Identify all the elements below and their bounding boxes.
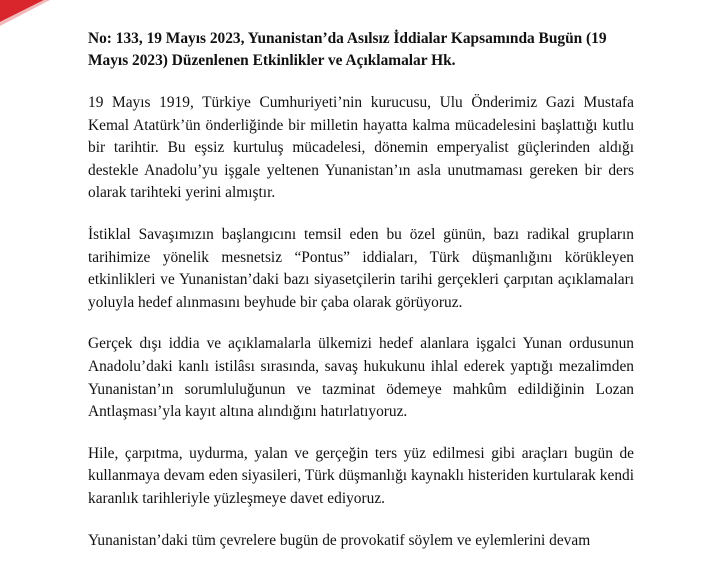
document-title: No: 133, 19 Mayıs 2023, Yunanistan’da Asılsız İddialar Kapsamında Bugün (19 Mayıs 2023) Düzenlenen Etkinlikler ve Açıklamalar Hk.: [88, 30, 607, 69]
paragraph-4: Hile, çarpıtma, uydurma, yalan ve gerçeğin ters yüz edilmesi gibi araçları bugün de kullanmaya devam eden siyasileri, Türk düşmanlığı kaynaklı histeriden kurtularak kendi karanlık tarihleriyle yüzleşmeye davet ediyoruz.: [88, 444, 634, 507]
paragraph-3: Gerçek dışı iddia ve açıklamalarla ülkemizi hedef alanlara işgalci Yunan ordusunun Anadolu’daki kanlı istilâsı sırasında, savaş hukukunu ihlal ederek yaptığı mezalimden Yunanistan’ın sorumluluğunun ve tazminat ödemeye mahkûm edildiğinin Lozan Antlaşması’yla kayıt altına alındığını hatırlatıyoruz.: [88, 335, 634, 421]
paragraph-1: 19 Mayıs 1919, Türkiye Cumhuriyeti’nin kurucusu, Ulu Önderimiz Gazi Mustafa Kemal Atatürk’ün önderliğinde bir milletin hayatta kalma mücadelesini başlattığı kutlu bir tarihtir. Bu eşsiz kurtuluş mücadelesi, dönemin emperyalist güçlerinden aldığı destekle Anadolu’yu işgale yeltenen Yunanistan’ın asla unutmaması gereken bir ders olarak tarihteki yerini almıştır.: [88, 94, 634, 202]
paragraph-5: Yunanistan’daki tüm çevrelere bugün de provokatif söylem ve eylemlerini devam: [88, 531, 591, 549]
document-body: [88, 28, 634, 571]
corner-ribbon-decoration: [0, 0, 60, 40]
paragraph-2: İstiklal Savaşımızın başlangıcını temsil eden bu özel günün, bazı radikal grupların tarihimize yönelik mesnetsiz “Pontus” iddiaları, Türk düşmanlığını körükleyen etkinlikleri ve Yunanistan’daki bazı siyasetçilerin tarihi gerçekleri çarpıtan açıklamaları yoluyla hedef alınmasını beyhude bir çaba olarak görüyoruz.: [88, 225, 634, 311]
